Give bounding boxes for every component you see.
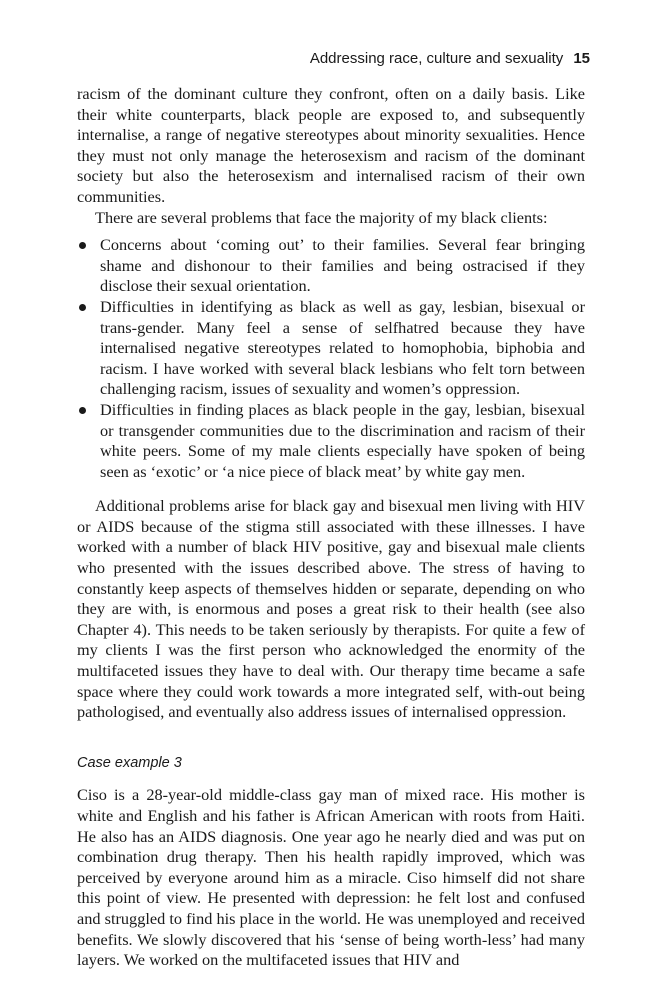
case-heading: Case example 3 <box>77 754 182 771</box>
list-item: Concerns about ‘coming out’ to their families. Several fear bringing shame and dishonour to their families and being ostracised if they disclose their sexual orientation. <box>77 235 585 297</box>
paragraph-case-example: Ciso is a 28-year-old middle-class gay man of mixed race. His mother is white and English and his father is African American with roots from Haiti. He also has an AIDS diagnosis. One year ago he nearly died and was put on combination drug therapy. Then his health rapidly improved, which was perceived by everyone around him as a miracle. Ciso himself did not share this point of view. He presented with depression: he felt lost and confused and struggled to find his place in the world. He was unemployed and received benefits. We slowly discovered that his ‘sense of being worth-less’ had many layers. We worked on the multifaceted issues that HIV and <box>77 785 585 970</box>
running-head-title: Addressing race, culture and sexuality <box>309 50 564 67</box>
paragraph-continuation: racism of the dominant culture they confront, often on a daily basis. Like their white counterparts, black people are exposed to, and subsequently internalise, a range of negative stereotypes about minority sexualities. Hence they must not only manage the heterosexism and racism of the dominant society but also the heterosexism and internalised racism of their own communities. <box>77 84 585 206</box>
body-text <box>77 84 585 971</box>
bullet-list <box>77 235 585 482</box>
page-number: 15 <box>573 50 590 67</box>
paragraph-intro-list: There are several problems that face the majority of my black clients: <box>95 207 548 227</box>
list-item: Difficulties in identifying as black as well as gay, lesbian, bisexual or trans-gender. Many feel a sense of selfhatred because they have internalised negative stereotypes related to homophobia, biphobia and racism. I have worked with several black lesbians who felt torn between challenging racism, issues of sexuality and women’s oppression. <box>77 297 585 400</box>
list-item: Difficulties in finding places as black people in the gay, lesbian, bisexual or transgender communities due to the discrimination and racism of their white peers. Some of my male clients especially have spoken of being seen as ‘exotic’ or ‘a nice piece of black meat’ by white gay men. <box>77 400 585 482</box>
running-head <box>310 50 590 67</box>
paragraph-hiv: Additional problems arise for black gay and bisexual men living with HIV or AIDS because of the stigma still associated with these illnesses. I have worked with a number of black HIV positive, gay and bisexual male clients who presented with the issues described above. The stress of having to constantly keep aspects of themselves hidden or separate, depending on who they are with, is enormous and poses a great risk to their health (see also Chapter 4). This needs to be taken seriously by therapists. For quite a few of my clients I was the first person who acknowledged the enormity of the multifaceted issues they have to deal with. Our therapy time became a safe space where they could work towards a more integrated self, with-out being pathologised, and eventually also address issues of internalised oppression. <box>77 496 585 722</box>
